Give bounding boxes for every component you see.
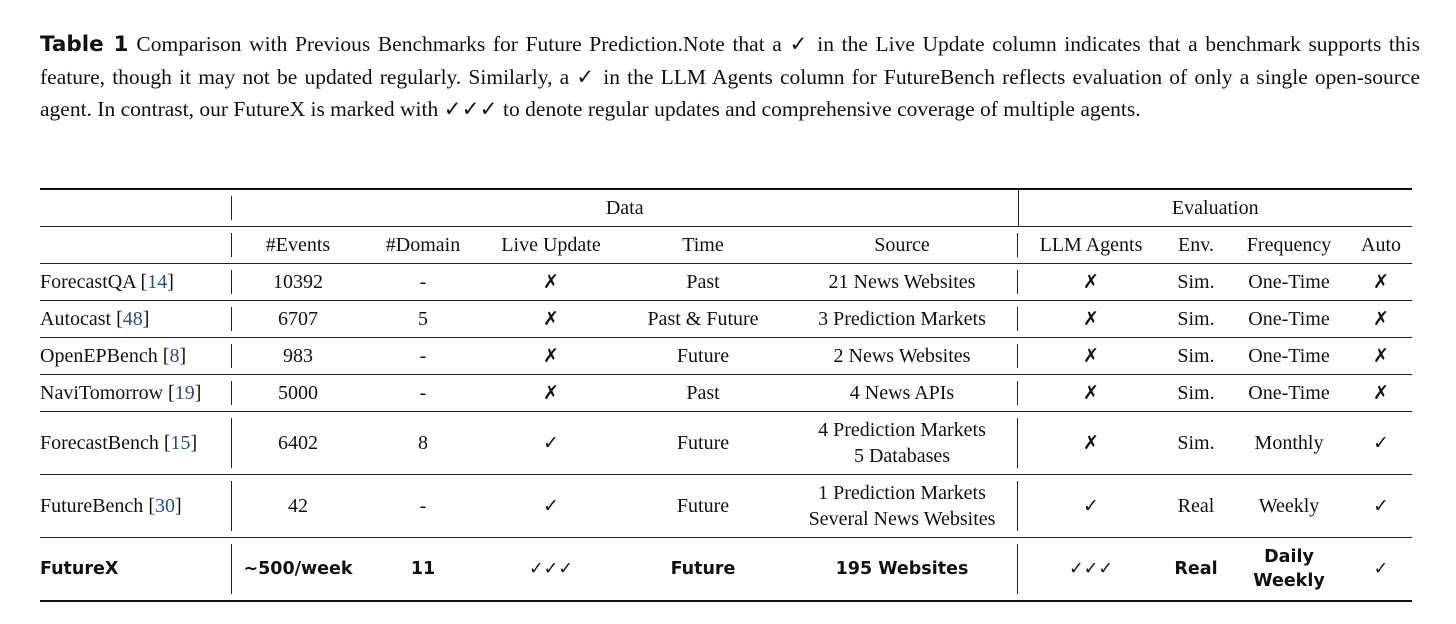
auto-cell: ✓ — [1350, 538, 1412, 602]
source-cell — [786, 412, 1018, 475]
benchmark-name: FutureX — [40, 538, 232, 602]
auto-cell: ✗ — [1350, 338, 1412, 375]
citation-link[interactable]: 19 — [174, 381, 195, 404]
domain-cell: 11 — [364, 538, 482, 602]
source-cell — [786, 475, 1018, 538]
caption-text: Comparison with Previous Benchmarks for Future Prediction.Note that a ✓ in the Live Update column indicates that a benchmark supports this feature, though it may not be updated regularly. Similarly, a ✓ in the LLM Agents column for FutureBench reflects evaluation of only a single open-source agent. In contrast, our FutureX is marked with ✓✓✓ to denote regular updates and comprehensive coverage of multiple agents. — [40, 32, 1420, 121]
frequency-cell-line: One-Time — [1248, 381, 1330, 404]
column-header-row — [40, 227, 1412, 264]
frequency-cell-line: One-Time — [1248, 270, 1330, 293]
table-row — [40, 475, 1412, 538]
benchmark-name-text: ForecastQA — [40, 270, 136, 293]
source-cell — [786, 264, 1018, 301]
frequency-cell-line: One-Time — [1248, 344, 1330, 367]
time-cell: Past & Future — [620, 301, 786, 338]
events-cell: 42 — [232, 475, 364, 538]
time-cell: Past — [620, 375, 786, 412]
group-evaluation: Evaluation — [1018, 189, 1412, 227]
frequency-cell — [1228, 538, 1350, 602]
auto-cell: ✓ — [1350, 412, 1412, 475]
table-label: Table 1 — [40, 32, 129, 57]
benchmark-name: ForecastQA [14] — [40, 264, 232, 301]
group-data: Data — [232, 189, 1018, 227]
time-cell: Future — [620, 412, 786, 475]
events-cell: 983 — [232, 338, 364, 375]
col-llm-agents: LLM Agents — [1018, 227, 1164, 264]
live-update-cell: ✓✓✓ — [482, 538, 620, 602]
time-cell: Future — [620, 538, 786, 602]
env-cell: Real — [1164, 538, 1228, 602]
events-cell: 5000 — [232, 375, 364, 412]
env-cell: Sim. — [1164, 412, 1228, 475]
col-events: #Events — [232, 227, 364, 264]
source-cell: 195 Websites — [786, 538, 1018, 602]
frequency-cell — [1228, 412, 1350, 475]
env-cell: Real — [1164, 475, 1228, 538]
group-empty-cell — [40, 189, 232, 227]
col-auto: Auto — [1350, 227, 1412, 264]
env-cell: Sim. — [1164, 301, 1228, 338]
col-live-update: Live Update — [482, 227, 620, 264]
domain-cell: - — [364, 375, 482, 412]
frequency-cell — [1228, 375, 1350, 412]
table-row — [40, 338, 1412, 375]
live-update-cell: ✗ — [482, 338, 620, 375]
frequency-cell-line: Weekly — [1258, 495, 1320, 517]
domain-cell: 8 — [364, 412, 482, 475]
domain-cell: 5 — [364, 301, 482, 338]
benchmark-name: ForecastBench [15] — [40, 412, 232, 475]
frequency-cell — [1228, 264, 1350, 301]
live-update-cell: ✗ — [482, 264, 620, 301]
frequency-cell-line: Monthly — [1254, 432, 1324, 454]
citation-link[interactable]: 14 — [147, 270, 168, 293]
time-cell: Future — [620, 338, 786, 375]
source-cell-line: 5 Databases — [853, 445, 951, 467]
auto-cell: ✗ — [1350, 375, 1412, 412]
benchmark-name: OpenEPBench [8] — [40, 338, 232, 375]
table-row — [40, 375, 1412, 412]
events-cell: 10392 — [232, 264, 364, 301]
llm-agents-cell: ✗ — [1018, 264, 1164, 301]
col-time: Time — [620, 227, 786, 264]
table-caption — [40, 28, 1420, 125]
source-cell-line: 4 News APIs — [849, 381, 955, 404]
llm-agents-cell: ✓✓✓ — [1018, 538, 1164, 602]
col-env: Env. — [1164, 227, 1228, 264]
source-cell — [786, 375, 1018, 412]
env-cell: Sim. — [1164, 264, 1228, 301]
benchmark-name-text: FutureBench — [40, 495, 144, 517]
domain-cell: - — [364, 264, 482, 301]
benchmark-name-text: Autocast — [40, 307, 112, 330]
source-cell — [786, 338, 1018, 375]
table-row — [40, 301, 1412, 338]
benchmark-name-text: ForecastBench — [40, 432, 159, 454]
live-update-cell: ✓ — [482, 412, 620, 475]
live-update-cell: ✗ — [482, 375, 620, 412]
table-row — [40, 264, 1412, 301]
source-cell-line: 21 News Websites — [828, 270, 976, 293]
col-frequency: Frequency — [1228, 227, 1350, 264]
citation-link[interactable]: 48 — [122, 307, 143, 330]
benchmark-name-text: OpenEPBench — [40, 344, 158, 367]
benchmark-name: Autocast [48] — [40, 301, 232, 338]
live-update-cell: ✗ — [482, 301, 620, 338]
source-cell-line: 3 Prediction Markets — [818, 307, 986, 330]
frequency-cell-line: Daily — [1264, 547, 1314, 567]
llm-agents-cell: ✗ — [1018, 301, 1164, 338]
llm-agents-cell: ✗ — [1018, 412, 1164, 475]
frequency-cell-line: One-Time — [1248, 307, 1330, 330]
env-cell: Sim. — [1164, 338, 1228, 375]
comparison-table — [40, 188, 1412, 602]
llm-agents-cell: ✗ — [1018, 375, 1164, 412]
benchmark-name: NaviTomorrow [19] — [40, 375, 232, 412]
table-row — [40, 412, 1412, 475]
domain-cell: - — [364, 475, 482, 538]
auto-cell: ✓ — [1350, 475, 1412, 538]
frequency-cell — [1228, 475, 1350, 538]
auto-cell: ✗ — [1350, 264, 1412, 301]
benchmark-name: FutureBench [30] — [40, 475, 232, 538]
time-cell: Past — [620, 264, 786, 301]
source-cell-line: 1 Prediction Markets — [818, 482, 986, 504]
source-cell — [786, 301, 1018, 338]
benchmark-name-text: NaviTomorrow — [40, 381, 164, 404]
live-update-cell: ✓ — [482, 475, 620, 538]
citation-link[interactable]: 15 — [170, 432, 191, 454]
events-cell: ∼500/week — [232, 538, 364, 602]
source-cell-line: 2 News Websites — [833, 344, 971, 367]
col-source: Source — [786, 227, 1018, 264]
citation-link[interactable]: 8 — [169, 344, 180, 367]
citation-link[interactable]: 30 — [154, 495, 175, 517]
events-cell: 6402 — [232, 412, 364, 475]
auto-cell: ✗ — [1350, 301, 1412, 338]
env-cell: Sim. — [1164, 375, 1228, 412]
events-cell: 6707 — [232, 301, 364, 338]
col-domain: #Domain — [364, 227, 482, 264]
table-row-futurex — [40, 538, 1412, 602]
frequency-cell-line: Weekly — [1253, 571, 1325, 591]
frequency-cell — [1228, 301, 1350, 338]
llm-agents-cell: ✓ — [1018, 475, 1164, 538]
frequency-cell — [1228, 338, 1350, 375]
group-header-row — [40, 189, 1412, 227]
header-empty-cell — [40, 227, 232, 264]
llm-agents-cell: ✗ — [1018, 338, 1164, 375]
source-cell-line: Several News Websites — [808, 508, 996, 530]
time-cell: Future — [620, 475, 786, 538]
source-cell-line: 4 Prediction Markets — [818, 419, 986, 441]
domain-cell: - — [364, 338, 482, 375]
